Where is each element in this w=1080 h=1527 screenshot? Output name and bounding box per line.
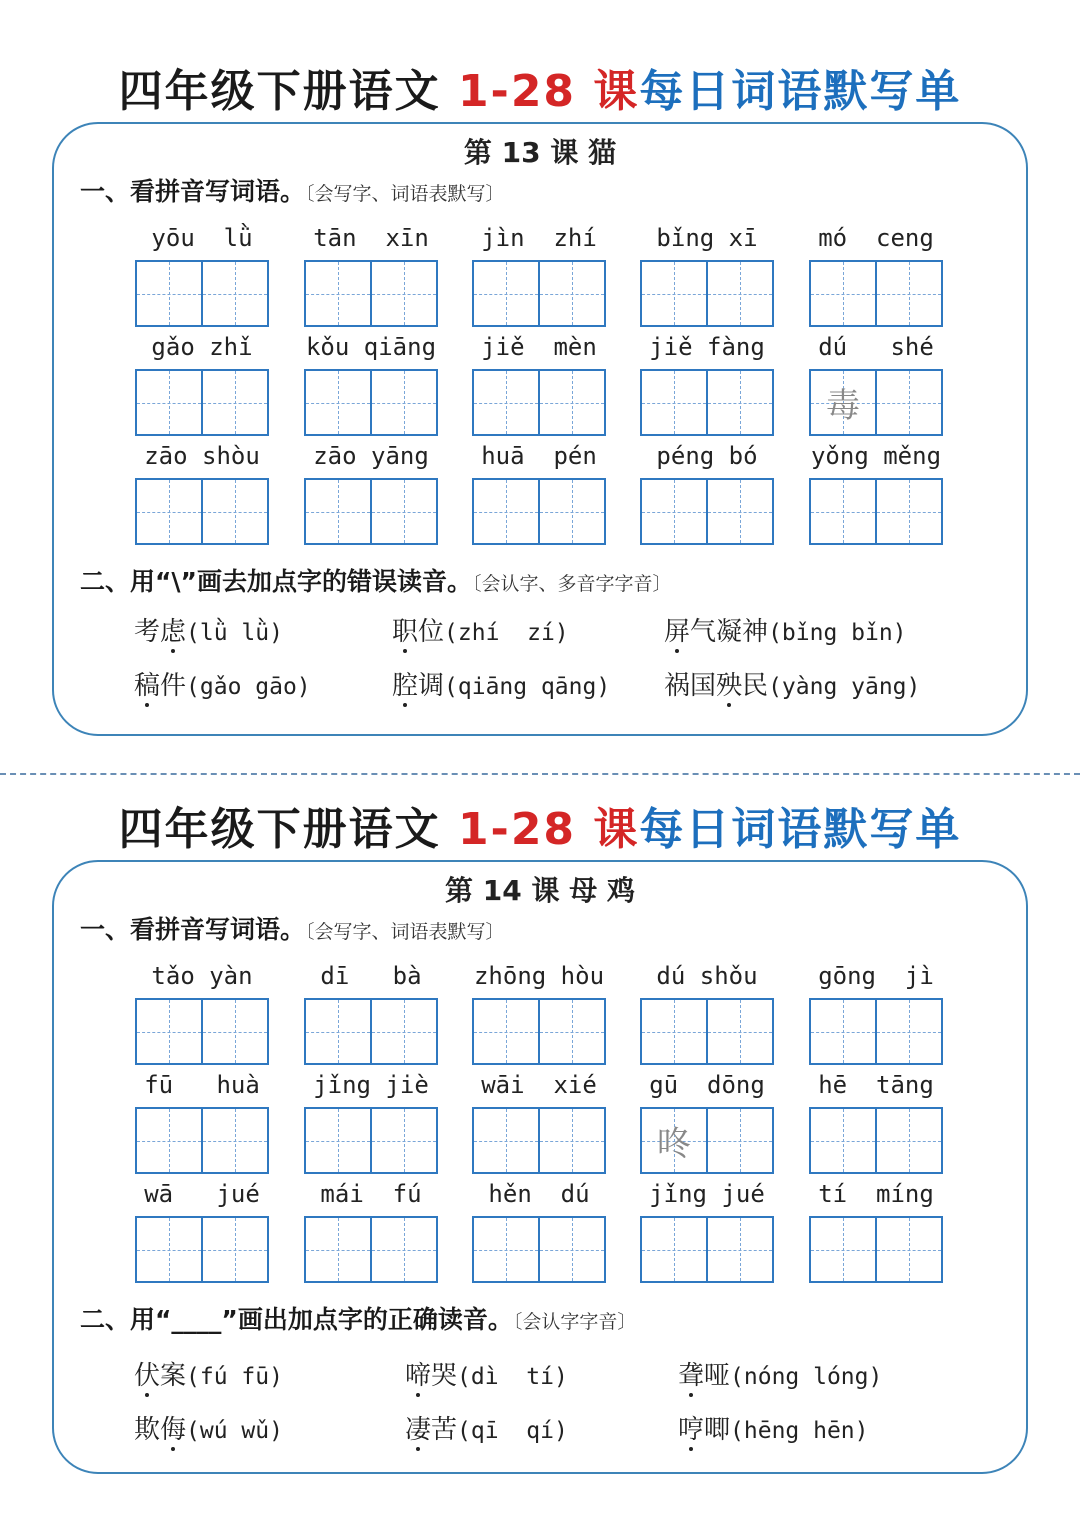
character: 民 [742, 671, 769, 701]
reading-item[interactable] [678, 1356, 882, 1397]
writing-cell[interactable] [538, 1109, 604, 1172]
word-pinyin: gōng jì [818, 962, 934, 990]
main-title [0, 800, 1080, 860]
reading-item[interactable] [664, 612, 907, 653]
writing-cell[interactable] [137, 1109, 201, 1172]
writing-cell[interactable] [201, 1000, 267, 1063]
word-pinyin: tǎo yàn [151, 962, 253, 990]
writing-cell[interactable] [538, 480, 604, 543]
section1-heading [80, 912, 505, 950]
word-item [809, 1063, 943, 1174]
writing-grid[interactable] [809, 369, 943, 436]
word-pinyin: dú shé [818, 333, 934, 361]
word-item [304, 1172, 438, 1283]
writing-cell[interactable] [875, 1109, 941, 1172]
dotted-character: 哼 [678, 1415, 705, 1445]
writing-cell[interactable] [811, 262, 875, 325]
writing-cell[interactable] [201, 1109, 267, 1172]
word-item [472, 325, 606, 436]
word-item [472, 434, 606, 545]
pinyin-options[interactable]: (hēng hēn) [730, 1418, 869, 1444]
writing-grid[interactable] [472, 478, 606, 545]
title-part2: 1-28 课 [457, 66, 640, 117]
writing-cell[interactable] [137, 262, 201, 325]
writing-cell[interactable] [474, 1000, 538, 1063]
lesson-title: 第 14 课 母 鸡 [445, 874, 635, 907]
reading-item[interactable] [405, 1410, 568, 1451]
word-pinyin: hěn dú [488, 1180, 590, 1208]
writing-cell[interactable] [137, 1000, 201, 1063]
writing-cell[interactable] [137, 371, 201, 434]
writing-cell[interactable] [538, 1000, 604, 1063]
writing-cell[interactable] [370, 1109, 436, 1172]
dotted-character: 啼 [405, 1361, 432, 1391]
writing-grid[interactable] [304, 1216, 438, 1283]
word-pinyin: yǒng měng [810, 442, 942, 470]
word-pinyin: zāo yāng [313, 442, 429, 470]
word-pinyin: yōu lǜ [151, 224, 253, 252]
dotted-character: 虑 [160, 617, 187, 647]
writing-cell[interactable] [642, 371, 706, 434]
title-part3: 每日词语默写单 [639, 804, 962, 855]
word-pinyin: mó ceng [818, 224, 934, 252]
writing-cell[interactable] [875, 371, 941, 434]
dotted-character: 侮 [160, 1415, 187, 1445]
writing-grid[interactable] [304, 1107, 438, 1174]
word-item [472, 216, 606, 327]
writing-cell[interactable] [706, 480, 772, 543]
section2-label: 二、用“\”画去加点字的错误读音。 [80, 567, 472, 596]
worksheet-14 [0, 738, 1080, 1478]
writing-grid[interactable] [640, 1216, 774, 1283]
writing-cell[interactable] [875, 262, 941, 325]
writing-grid[interactable] [135, 1107, 269, 1174]
section1-label: 一、看拼音写词语。 [80, 915, 306, 944]
word-pinyin: huā pén [481, 442, 597, 470]
word-pinyin: gū dōng [649, 1071, 765, 1099]
writing-grid[interactable] [640, 998, 774, 1065]
writing-grid[interactable] [135, 369, 269, 436]
character: 国 [690, 671, 717, 701]
dotted-character: 凄 [405, 1415, 432, 1445]
writing-cell[interactable] [370, 480, 436, 543]
word-item [135, 216, 269, 327]
writing-cell[interactable] [538, 1218, 604, 1281]
pinyin-options[interactable]: (zhí zí) [444, 620, 569, 646]
writing-cell[interactable] [875, 1000, 941, 1063]
writing-cell[interactable] [474, 262, 538, 325]
writing-grid[interactable] [472, 369, 606, 436]
section1-heading [80, 174, 505, 212]
word-pinyin: wāi xié [481, 1071, 597, 1099]
pinyin-options[interactable]: (dì tí) [457, 1364, 568, 1390]
character: 调 [418, 671, 445, 701]
character: 位 [418, 617, 445, 647]
writing-cell[interactable] [201, 480, 267, 543]
pinyin-options[interactable]: (wú wǔ) [186, 1418, 283, 1444]
word-item [640, 216, 774, 327]
character: 考 [134, 617, 161, 647]
writing-cell[interactable] [474, 1109, 538, 1172]
title-part3: 每日词语默写单 [639, 66, 962, 117]
section1-note: 〔会写字、词语表默写〕 [305, 921, 505, 943]
word-item [304, 954, 438, 1065]
character: 欺 [134, 1415, 161, 1445]
writing-grid[interactable] [640, 369, 774, 436]
word-pinyin: zhōng hòu [473, 962, 605, 990]
word-pinyin: jǐng jiè [313, 1071, 429, 1099]
writing-cell[interactable] [538, 371, 604, 434]
writing-cell[interactable] [811, 1000, 875, 1063]
section2-heading [80, 564, 672, 602]
reading-item[interactable] [134, 612, 283, 653]
writing-cell[interactable] [811, 1218, 875, 1281]
dotted-character: 职 [392, 617, 419, 647]
writing-grid[interactable] [304, 369, 438, 436]
dotted-character: 殃 [716, 671, 743, 701]
writing-cell[interactable] [201, 371, 267, 434]
word-item [640, 954, 774, 1065]
reading-item[interactable] [678, 1410, 869, 1451]
writing-cell[interactable] [306, 480, 370, 543]
dotted-character: 腔 [392, 671, 419, 701]
writing-cell[interactable] [306, 1218, 370, 1281]
word-pinyin: tí míng [818, 1180, 934, 1208]
writing-grid[interactable] [809, 260, 943, 327]
dotted-character: 聋 [678, 1361, 705, 1391]
writing-grid[interactable] [304, 260, 438, 327]
title-part2: 1-28 课 [457, 804, 640, 855]
pinyin-options[interactable]: (bǐng bǐn) [768, 620, 907, 646]
word-item [472, 1172, 606, 1283]
pinyin-options[interactable]: (qī qí) [457, 1418, 568, 1444]
word-item [809, 434, 943, 545]
writing-grid[interactable] [640, 478, 774, 545]
writing-grid[interactable] [304, 998, 438, 1065]
writing-grid[interactable] [809, 1216, 943, 1283]
writing-grid[interactable] [472, 1107, 606, 1174]
writing-cell[interactable] [474, 371, 538, 434]
reading-item[interactable] [134, 1356, 283, 1397]
hint-character: 毒 [826, 386, 860, 426]
reading-item[interactable] [392, 612, 569, 653]
word-pinyin: zāo shòu [144, 442, 260, 470]
writing-cell[interactable] [706, 1109, 772, 1172]
word-pinyin: péng bó [656, 442, 758, 470]
writing-grid[interactable] [640, 1107, 774, 1174]
writing-grid[interactable] [135, 1216, 269, 1283]
word-pinyin: jiě mèn [481, 333, 597, 361]
word-pinyin: dī bà [320, 962, 422, 990]
writing-cell[interactable] [642, 1000, 706, 1063]
word-item [809, 954, 943, 1065]
word-pinyin: jiě fàng [649, 333, 765, 361]
writing-cell[interactable] [875, 1218, 941, 1281]
word-item [640, 434, 774, 545]
writing-cell[interactable] [137, 480, 201, 543]
word-item [809, 1172, 943, 1283]
dotted-character: 屏 [664, 617, 691, 647]
main-title [0, 62, 1080, 122]
writing-grid[interactable] [135, 998, 269, 1065]
writing-cell[interactable] [706, 262, 772, 325]
word-item [304, 325, 438, 436]
writing-cell[interactable] [642, 1109, 706, 1172]
pinyin-options[interactable]: (lǜ lǜ) [186, 620, 283, 646]
word-pinyin: jǐng jué [649, 1180, 765, 1208]
writing-grid[interactable] [809, 1107, 943, 1174]
character: 哭 [431, 1361, 458, 1391]
word-pinyin: wā jué [144, 1180, 260, 1208]
word-item [809, 216, 943, 327]
writing-cell[interactable] [370, 1218, 436, 1281]
word-item [640, 325, 774, 436]
dotted-character: 伏 [134, 1361, 161, 1391]
word-item [640, 1063, 774, 1174]
character: 苦 [431, 1415, 458, 1445]
pinyin-options[interactable]: (qiāng qāng) [444, 674, 611, 700]
writing-grid[interactable] [135, 260, 269, 327]
writing-cell[interactable] [875, 480, 941, 543]
writing-cell[interactable] [201, 262, 267, 325]
pinyin-options[interactable]: (nóng lóng) [730, 1364, 883, 1390]
word-pinyin: jìn zhí [481, 224, 597, 252]
writing-cell[interactable] [706, 1218, 772, 1281]
writing-grid[interactable] [809, 478, 943, 545]
writing-cell[interactable] [811, 480, 875, 543]
word-pinyin: bǐng xī [656, 224, 758, 252]
writing-cell[interactable] [642, 480, 706, 543]
section2-label: 二、用“____”画出加点字的正确读音。 [80, 1305, 513, 1334]
word-item [472, 1063, 606, 1174]
worksheet-13 [0, 0, 1080, 740]
reading-item[interactable] [134, 666, 311, 707]
word-item [135, 325, 269, 436]
writing-grid[interactable] [809, 998, 943, 1065]
word-item [135, 1063, 269, 1174]
reading-item[interactable] [134, 1410, 283, 1451]
writing-cell[interactable] [370, 1000, 436, 1063]
word-item [135, 954, 269, 1065]
character: 凝 [716, 617, 743, 647]
character: 哑 [704, 1361, 731, 1391]
word-pinyin: tān xīn [313, 224, 429, 252]
word-pinyin: gǎo zhǐ [151, 333, 253, 361]
writing-grid[interactable] [472, 260, 606, 327]
word-item [304, 216, 438, 327]
writing-cell[interactable] [306, 1000, 370, 1063]
writing-cell[interactable] [642, 262, 706, 325]
writing-cell[interactable] [306, 1109, 370, 1172]
word-item [472, 954, 606, 1065]
section1-label: 一、看拼音写词语。 [80, 177, 306, 206]
writing-cell[interactable] [137, 1218, 201, 1281]
word-item [640, 1172, 774, 1283]
character: 件 [160, 671, 187, 701]
word-item [304, 434, 438, 545]
writing-cell[interactable] [811, 1109, 875, 1172]
writing-grid[interactable] [640, 260, 774, 327]
writing-grid[interactable] [472, 998, 606, 1065]
section2-note: 〔会认字、多音字字音〕 [472, 573, 672, 595]
writing-cell[interactable] [370, 262, 436, 325]
writing-cell[interactable] [811, 371, 875, 434]
section1-note: 〔会写字、词语表默写〕 [305, 183, 505, 205]
hint-character: 咚 [657, 1124, 691, 1164]
writing-cell[interactable] [370, 371, 436, 434]
pinyin-options[interactable]: (gǎo gāo) [186, 674, 311, 700]
title-part1: 四年级下册语文 [118, 804, 458, 855]
title-part1: 四年级下册语文 [118, 66, 458, 117]
character: 祸 [664, 671, 691, 701]
word-pinyin: dú shǒu [656, 962, 758, 990]
writing-cell[interactable] [538, 262, 604, 325]
word-pinyin: kǒu qiāng [305, 333, 437, 361]
word-item [304, 1063, 438, 1174]
word-pinyin: fū huà [144, 1071, 260, 1099]
reading-item[interactable] [392, 666, 610, 707]
word-item [135, 1172, 269, 1283]
reading-item[interactable] [664, 666, 920, 707]
word-pinyin: hē tāng [818, 1071, 934, 1099]
character: 神 [742, 617, 769, 647]
writing-cell[interactable] [474, 1218, 538, 1281]
character: 唧 [704, 1415, 731, 1445]
writing-grid[interactable] [304, 478, 438, 545]
writing-cell[interactable] [706, 1000, 772, 1063]
word-item [135, 434, 269, 545]
writing-cell[interactable] [306, 262, 370, 325]
word-item [809, 325, 943, 436]
pinyin-options[interactable]: (yàng yāng) [768, 674, 921, 700]
writing-cell[interactable] [201, 1218, 267, 1281]
character: 气 [690, 617, 717, 647]
pinyin-options[interactable]: (fú fū) [186, 1364, 283, 1390]
writing-cell[interactable] [306, 371, 370, 434]
writing-cell[interactable] [706, 371, 772, 434]
section2-heading [80, 1302, 636, 1340]
reading-item[interactable] [405, 1356, 568, 1397]
writing-cell[interactable] [642, 1218, 706, 1281]
character: 案 [160, 1361, 187, 1391]
word-pinyin: mái fú [320, 1180, 422, 1208]
writing-grid[interactable] [472, 1216, 606, 1283]
writing-grid[interactable] [135, 478, 269, 545]
dotted-character: 稿 [134, 671, 161, 701]
writing-cell[interactable] [474, 480, 538, 543]
lesson-title: 第 13 课 猫 [463, 136, 617, 169]
section2-note: 〔会认字字音〕 [512, 1311, 637, 1333]
